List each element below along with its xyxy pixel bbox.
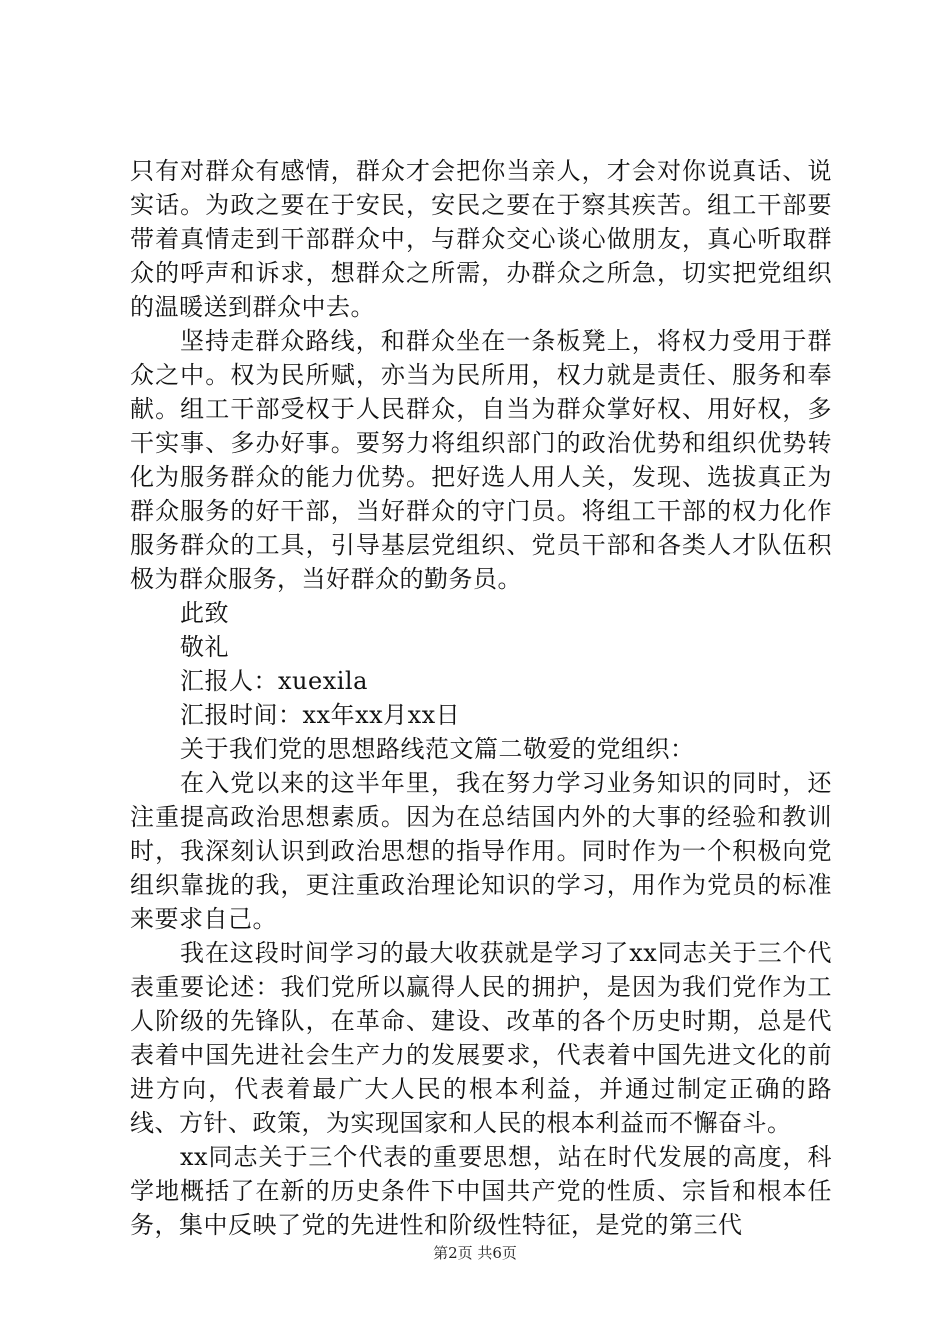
- paragraph-mass-line: 坚持走群众路线，和群众坐在一条板凳上，将权力受用于群众之中。权为民所赋，亦当为民所用，权力就是责任、服务和奉献。组工干部受权于人民群众，自当为群众掌好权、用好权，多干实事、多办好事。要努力将组织部门的政治优势和组织优势转化为服务群众的能力优势。把好选人用人关，发现、选拔真正为群众服务的好干部，当好群众的守门员。将组工干部的权力化作服务群众的工具，引导基层党组织、党员干部和各类人才队伍积极为群众服务，当好群众的勤务员。: [130, 327, 832, 593]
- page-number-footer: 第2页 共6页: [433, 1244, 517, 1262]
- reporter-line: 汇报人：xuexila: [180, 667, 368, 695]
- paragraph-warmth: 只有对群众有感情，群众才会把你当亲人，才会对你说真话、说实话。为政之要在于安民，安民之要在于察其疾苦。组工干部要带着真情走到干部群众中，与群众交心谈心做朋友，真心听取群众的呼声和诉求，想群众之所需，办群众之所急，切实把党组织的温暖送到群众中去。: [130, 157, 832, 321]
- paragraph-important-thought: xx同志关于三个代表的重要思想，站在时代发展的高度，科学地概括了在新的历史条件下中国共产党的性质、宗旨和根本任务，集中反映了党的先进性和阶级性特征，是党的第三代: [130, 1143, 832, 1239]
- section-heading-essay-two: 关于我们党的思想路线范文篇二敬爱的党组织：: [180, 735, 695, 763]
- report-date-line: 汇报时间：xx年xx月xx日: [180, 701, 461, 729]
- salutation-jingli: 敬礼: [180, 633, 229, 661]
- document-body: [130, 154, 832, 1242]
- paragraph-half-year: 在入党以来的这半年里，我在努力学习业务知识的同时，还注重提高政治思想素质。因为在总结国内外的大事的经验和教训时，我深刻认识到政治思想的指导作用。同时作为一个积极向党组织靠拢的我，更注重政治理论知识的学习，用作为党员的标准来要求自己。: [130, 769, 832, 933]
- paragraph-three-represents: 我在这段时间学习的最大收获就是学习了xx同志关于三个代表重要论述：我们党所以赢得人民的拥护，是因为我们党作为工人阶级的先锋队，在革命、建设、改革的各个历史时期，总是代表着中国先进社会生产力的发展要求，代表着中国先进文化的前进方向，代表着最广大人民的根本利益，并通过制定正确的路线、方针、政策，为实现国家和人民的根本利益而不懈奋斗。: [130, 939, 832, 1137]
- salutation-cizhi: 此致: [180, 599, 229, 627]
